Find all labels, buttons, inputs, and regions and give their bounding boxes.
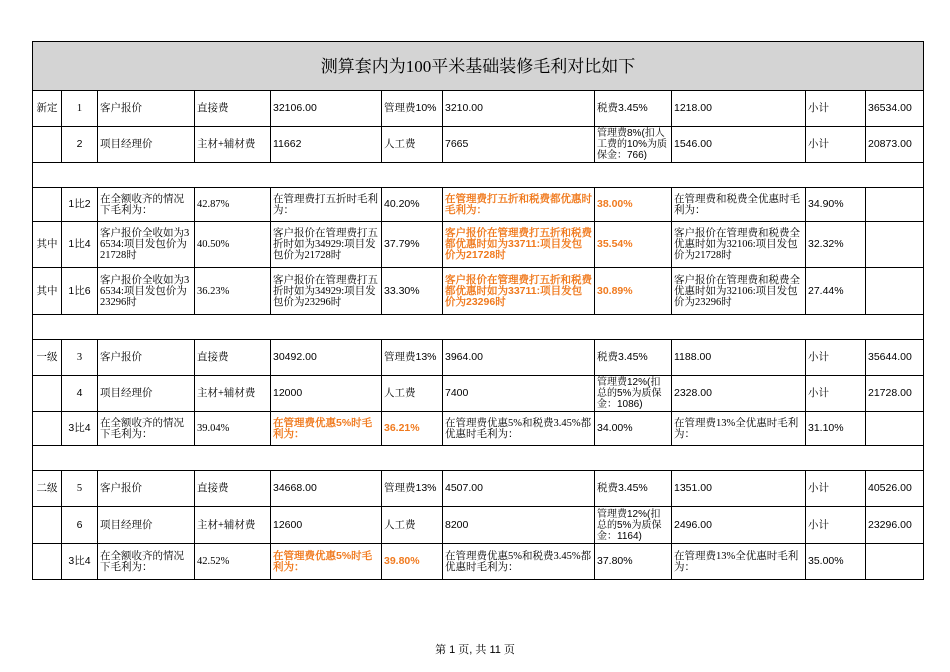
page-footer: 第 1 页, 共 11 页 (435, 644, 515, 656)
scenario-label[interactable]: 在管理费优惠5%和税费3.45%都优惠时毛利为： (443, 412, 595, 446)
empty-cell[interactable] (866, 268, 924, 315)
labor-value[interactable]: 8200 (443, 507, 595, 544)
scenario-label-highlight[interactable]: 客户报价在管理费打五折和税费都优惠时如为33711:项目发包价为21728时 (443, 222, 595, 268)
row-number[interactable]: 1 (62, 91, 98, 127)
margin-value[interactable]: 40.50% (195, 222, 271, 268)
mgmt-fee-value[interactable]: 1546.00 (672, 127, 806, 163)
mgmt-fee-value[interactable]: 3210.00 (443, 91, 595, 127)
table-row (33, 188, 924, 222)
scenario-label-highlight[interactable]: 在管理费打五折和税费都优惠时毛利为： (443, 188, 595, 222)
subtotal-label[interactable]: 小计 (806, 127, 866, 163)
direct-cost-value[interactable]: 34668.00 (271, 471, 382, 507)
group-label[interactable] (33, 412, 62, 446)
subtotal-value[interactable]: 21728.00 (866, 376, 924, 412)
scenario-label-highlight[interactable]: 在管理费优惠5%时毛利为： (271, 544, 382, 580)
scenario-label[interactable]: 在管理费打五折时毛利为： (271, 188, 382, 222)
scenario-label[interactable]: 客户报价在管理费和税费全优惠时如为32106:项目发包价为21728时 (672, 222, 806, 268)
margin-value[interactable]: 27.44% (806, 268, 866, 315)
scenario-label[interactable]: 客户报价全收如为36534:项目发包价为23296时 (98, 268, 195, 315)
mgmt-fee-label[interactable]: 管理费13% (382, 471, 443, 507)
grade-label[interactable]: 新定 (33, 91, 62, 127)
scenario-label[interactable]: 在全额收齐的情况下毛利为： (98, 544, 195, 580)
labor-value[interactable]: 7665 (443, 127, 595, 163)
mgmt-fee-value[interactable]: 2328.00 (672, 376, 806, 412)
subtotal-value[interactable]: 23296.00 (866, 507, 924, 544)
mgmt-fee-note[interactable]: 管理费12%(扣总的5%为质保金：1086) (595, 376, 672, 412)
margin-value[interactable]: 33.30% (382, 268, 443, 315)
empty-cell[interactable] (866, 544, 924, 580)
margin-value[interactable]: 31.10% (806, 412, 866, 446)
grade-label[interactable] (33, 507, 62, 544)
labor-label[interactable]: 人工费 (382, 127, 443, 163)
group-label[interactable]: 其中 (33, 268, 62, 315)
scenario-label[interactable]: 客户报价全收如为36534:项目发包价为21728时 (98, 222, 195, 268)
empty-cell[interactable] (866, 188, 924, 222)
row-number[interactable]: 3 (62, 340, 98, 376)
empty-cell[interactable] (866, 222, 924, 268)
mgmt-fee-value[interactable]: 4507.00 (443, 471, 595, 507)
tax-label[interactable]: 税费3.45% (595, 471, 672, 507)
scenario-label[interactable]: 在管理费和税费全优惠时毛利为： (672, 188, 806, 222)
scenario-label[interactable]: 客户报价在管理费打五折时如为34929:项目发包价为21728时 (271, 222, 382, 268)
price-type[interactable]: 项目经理价 (98, 376, 195, 412)
grade-label[interactable] (33, 376, 62, 412)
mgmt-fee-note[interactable]: 管理费12%(扣总的5%为质保金：1164) (595, 507, 672, 544)
price-type[interactable]: 项目经理价 (98, 507, 195, 544)
price-type[interactable]: 项目经理价 (98, 127, 195, 163)
tax-label[interactable]: 税费3.45% (595, 340, 672, 376)
grade-label[interactable] (33, 127, 62, 163)
table-row (33, 222, 924, 268)
scenario-label[interactable]: 客户报价在管理费和税费全优惠时如为32106:项目发包价为23296时 (672, 268, 806, 315)
comparison-id[interactable]: 1比2 (62, 188, 98, 222)
margin-value-highlight[interactable]: 39.80% (382, 544, 443, 580)
subtotal-value[interactable]: 40526.00 (866, 471, 924, 507)
cost-label[interactable]: 主材+辅材费 (195, 376, 271, 412)
mgmt-fee-value[interactable]: 3964.00 (443, 340, 595, 376)
margin-value[interactable]: 37.79% (382, 222, 443, 268)
tax-value[interactable]: 1351.00 (672, 471, 806, 507)
row-number[interactable]: 4 (62, 376, 98, 412)
blank-row (33, 446, 924, 471)
margin-value[interactable]: 42.87% (195, 188, 271, 222)
subtotal-label[interactable]: 小计 (806, 507, 866, 544)
price-type[interactable]: 客户报价 (98, 471, 195, 507)
labor-label[interactable]: 人工费 (382, 376, 443, 412)
margin-value[interactable]: 40.20% (382, 188, 443, 222)
cost-label[interactable]: 主材+辅材费 (195, 127, 271, 163)
group-label[interactable] (33, 544, 62, 580)
table-row (33, 412, 924, 446)
row-number[interactable]: 6 (62, 507, 98, 544)
comparison-id[interactable]: 1比4 (62, 222, 98, 268)
material-cost-value[interactable]: 12600 (271, 507, 382, 544)
cost-label[interactable]: 直接费 (195, 91, 271, 127)
row-number[interactable]: 5 (62, 471, 98, 507)
margin-value[interactable]: 37.80% (595, 544, 672, 580)
subtotal-label[interactable]: 小计 (806, 376, 866, 412)
mgmt-fee-label[interactable]: 管理费13% (382, 340, 443, 376)
scenario-label[interactable]: 客户报价在管理费打五折时如为34929:项目发包价为23296时 (271, 268, 382, 315)
scenario-label[interactable]: 在管理费13%全优惠时毛利为： (672, 544, 806, 580)
cost-label[interactable]: 直接费 (195, 471, 271, 507)
table-row (33, 376, 924, 412)
blank-row (33, 163, 924, 188)
table-row (33, 127, 924, 163)
blank-cell[interactable] (33, 446, 924, 471)
labor-value[interactable]: 7400 (443, 376, 595, 412)
grade-label[interactable]: 二级 (33, 471, 62, 507)
margin-value[interactable]: 36.23% (195, 268, 271, 315)
sheet-title: 测算套内为100平米基础装修毛利对比如下 (33, 42, 924, 91)
table-row (33, 91, 924, 127)
mgmt-fee-note[interactable]: 管理费8%(扣人工费的10%为质保金：766) (595, 127, 672, 163)
labor-label[interactable]: 人工费 (382, 507, 443, 544)
subtotal-value[interactable]: 35644.00 (866, 340, 924, 376)
group-label[interactable]: 其中 (33, 222, 62, 268)
price-type[interactable]: 客户报价 (98, 91, 195, 127)
cost-label[interactable]: 直接费 (195, 340, 271, 376)
table-row (33, 340, 924, 376)
material-cost-value[interactable]: 12000 (271, 376, 382, 412)
blank-row (33, 315, 924, 340)
scenario-label[interactable]: 在管理费优惠5%和税费3.45%都优惠时毛利为： (443, 544, 595, 580)
subtotal-value[interactable]: 36534.00 (866, 91, 924, 127)
subtotal-label[interactable]: 小计 (806, 91, 866, 127)
margin-value-highlight[interactable]: 30.89% (595, 268, 672, 315)
subtotal-label[interactable]: 小计 (806, 340, 866, 376)
margin-value-highlight[interactable]: 38.00% (595, 188, 672, 222)
margin-comparison-table (32, 41, 924, 580)
margin-value[interactable]: 35.00% (806, 544, 866, 580)
direct-cost-value[interactable]: 32106.00 (271, 91, 382, 127)
tax-value[interactable]: 1218.00 (672, 91, 806, 127)
material-cost-value[interactable]: 11662 (271, 127, 382, 163)
margin-value[interactable]: 34.90% (806, 188, 866, 222)
tax-label[interactable]: 税费3.45% (595, 91, 672, 127)
table-row (33, 507, 924, 544)
comparison-id[interactable]: 1比6 (62, 268, 98, 315)
table-row (33, 544, 924, 580)
scenario-label[interactable]: 在全额收齐的情况下毛利为： (98, 188, 195, 222)
margin-value-highlight[interactable]: 35.54% (595, 222, 672, 268)
tax-value[interactable]: 1188.00 (672, 340, 806, 376)
cost-label[interactable]: 主材+辅材费 (195, 507, 271, 544)
scenario-label[interactable]: 在管理费13%全优惠时毛利为： (672, 412, 806, 446)
mgmt-fee-label[interactable]: 管理费10% (382, 91, 443, 127)
table-row (33, 471, 924, 507)
margin-value[interactable]: 32.32% (806, 222, 866, 268)
margin-value[interactable]: 34.00% (595, 412, 672, 446)
scenario-label-highlight[interactable]: 客户报价在管理费打五折和税费都优惠时如为33711:项目发包价为23296时 (443, 268, 595, 315)
subtotal-label[interactable]: 小计 (806, 471, 866, 507)
empty-cell[interactable] (866, 412, 924, 446)
margin-value[interactable]: 42.52% (195, 544, 271, 580)
comparison-id[interactable]: 3比4 (62, 412, 98, 446)
row-number[interactable]: 2 (62, 127, 98, 163)
scenario-label-highlight[interactable]: 在管理费优惠5%时毛利为： (271, 412, 382, 446)
grade-label[interactable]: 一级 (33, 340, 62, 376)
group-label[interactable] (33, 188, 62, 222)
margin-value[interactable]: 39.04% (195, 412, 271, 446)
direct-cost-value[interactable]: 30492.00 (271, 340, 382, 376)
scenario-label[interactable]: 在全额收齐的情况下毛利为： (98, 412, 195, 446)
price-type[interactable]: 客户报价 (98, 340, 195, 376)
mgmt-fee-value[interactable]: 2496.00 (672, 507, 806, 544)
blank-cell[interactable] (33, 315, 924, 340)
subtotal-value[interactable]: 20873.00 (866, 127, 924, 163)
comparison-id[interactable]: 3比4 (62, 544, 98, 580)
margin-value-highlight[interactable]: 36.21% (382, 412, 443, 446)
blank-cell[interactable] (33, 163, 924, 188)
table-row (33, 268, 924, 315)
